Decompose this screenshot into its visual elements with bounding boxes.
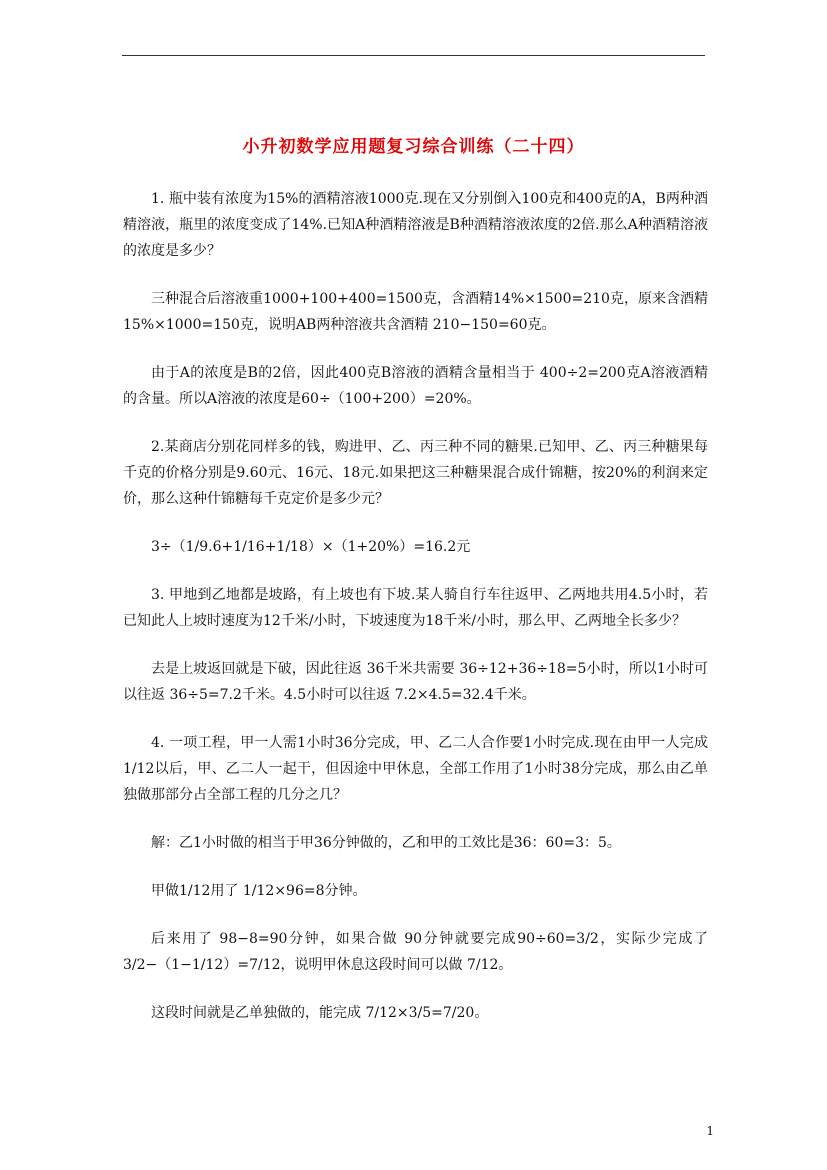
page-number: 1	[706, 1124, 714, 1138]
problem-4-statement: 4. 一项工程，甲一人需1小时36分完成，甲、乙二人合作要1小时完成.现在由甲一人完成1/12以后，甲、乙二人一起干，但因途中甲休息，全部工作用了1小时38分完成，那么由乙单独做那部分占全部工程的几分之几？	[123, 735, 708, 803]
problem-2-solution: 3÷（1/9.6+1/16+1/18）×（1+20%）=16.2元	[151, 539, 471, 555]
problem-1-solution-b: 由于A的浓度是B的2倍，因此400克B溶液的酒精含量相当于 400÷2=200克A溶液酒精的含量。所以A溶液的浓度是60÷（100+200）=20%。	[123, 365, 708, 407]
problem-2-statement: 2.某商店分别花同样多的钱，购进甲、乙、丙三种不同的糖果.已知甲、乙、丙三种糖果每千克的价格分别是9.60元、16元、18元.如果把这三种糖果混合成什锦糖，按20%的利润来定价，那么这种什锦糖每千克定价是多少元？	[123, 439, 708, 507]
problem-4-solution-b: 甲做1/12用了 1/12×96=8分钟。	[151, 883, 367, 899]
problem-1-solution-a: 三种混合后溶液重1000+100+400=1500克，含酒精14%×1500=210克，原来含酒精15%×1000=150克，说明AB两种溶液共含酒精 210−150=60克。	[123, 291, 708, 333]
header-rule	[122, 55, 705, 56]
document-body	[123, 186, 708, 1048]
problem-3-solution: 去是上坡返回就是下破，因此往返 36千米共需要 36÷12+36÷18=5小时，所以1小时可以往返 36÷5=7.2千米。4.5小时可以往返 7.2×4.5=32.4千米。	[123, 661, 708, 703]
problem-4-solution-a: 解：乙1小时做的相当于甲36分钟做的，乙和甲的工效比是36：60=3：5。	[151, 835, 621, 851]
problem-1-statement: 1. 瓶中装有浓度为15%的酒精溶液1000克.现在又分别倒入100克和400克的A，B两种酒精溶液，瓶里的浓度变成了14%.已知A种酒精溶液是B种酒精溶液浓度的2倍.那么A种酒精溶液的浓度是多少？	[123, 191, 708, 259]
document-title: 小升初数学应用题复习综合训练（二十四）	[242, 137, 585, 157]
problem-4-solution-d: 这段时间就是乙单独做的，能完成 7/12×3/5=7/20。	[151, 1005, 489, 1021]
problem-3-statement: 3. 甲地到乙地都是坡路，有上坡也有下坡.某人骑自行车往返甲、乙两地共用4.5小时，若已知此人上坡时速度为12千米/小时，下坡速度为18千米/小时，那么甲、乙两地全长多少？	[123, 587, 708, 629]
problem-4-solution-c: 后来用了 98−8=90分钟，如果合做 90分钟就要完成90÷60=3/2，实际少完成了 3/2−（1−1/12）=7/12，说明甲休息这段时间可以做 7/12。	[123, 931, 708, 973]
